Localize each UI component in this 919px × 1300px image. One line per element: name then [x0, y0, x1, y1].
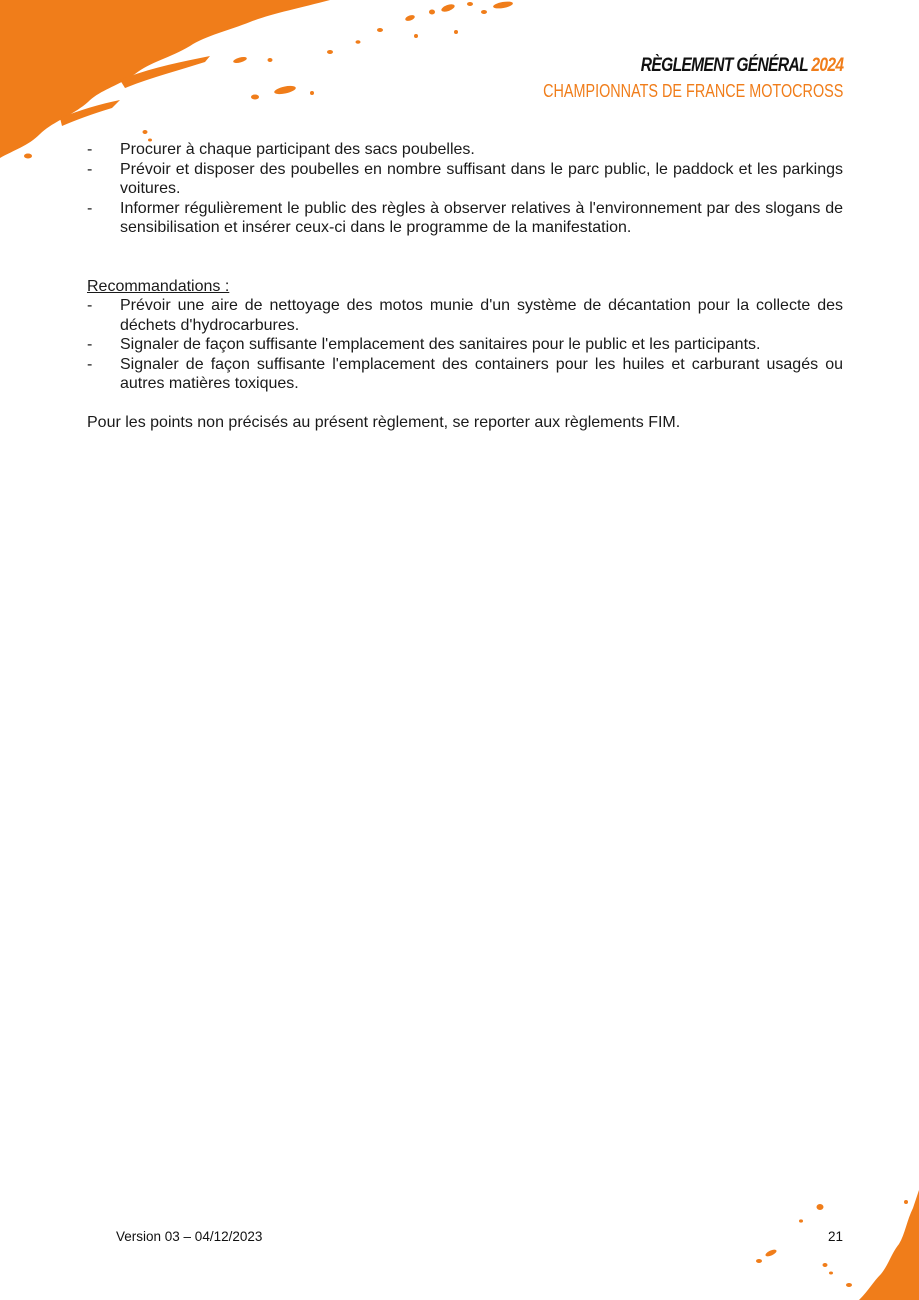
header-title-year: 2024 — [810, 55, 843, 76]
intro-list — [87, 140, 843, 238]
list-item: - Signaler de façon suffisante l'emplacement des sanitaires pour le public et les participants. — [87, 336, 761, 353]
recommendations-heading: Recommandations : — [87, 277, 230, 295]
list-item: - Procurer à chaque participant des sacs poubelles. — [87, 141, 475, 158]
orange-splash-bottom-right — [749, 1190, 919, 1300]
dash-bullet-icon: - — [87, 336, 93, 353]
header-subtitle: CHAMPIONNATS DE FRANCE MOTOCROSS — [542, 81, 843, 101]
list-item: - Signaler de façon suffisante l'emplacement des containers pour les huiles et carburant usagés ou autres matières toxiques. — [87, 355, 843, 392]
document-body — [87, 140, 843, 433]
dash-bullet-icon: - — [87, 199, 93, 217]
dash-bullet-icon: - — [87, 141, 93, 158]
list-item: - Prévoir une aire de nettoyage des motos munie d'un système de décantation pour la collecte des déchets d'hydrocarbures. — [87, 297, 843, 334]
header-title — [535, 55, 843, 77]
closing-paragraph: Pour les points non précisés au présent règlement, se reporter aux règlements FIM. — [87, 414, 681, 431]
header-title-main: RÈGLEMENT GÉNÉRAL — [640, 55, 808, 76]
dash-bullet-icon: - — [87, 355, 93, 373]
list-item: - Informer régulièrement le public des règles à observer relatives à l'environnement par des slogans de sensibilisation et insérer ceux-ci dans le programme de la manifestation. — [87, 199, 843, 236]
page-number: 21 — [828, 1229, 844, 1244]
list-item: - Prévoir et disposer des poubelles en nombre suffisant dans le parc public, le paddock et les parkings voitures. — [87, 160, 843, 197]
recommendations-list — [87, 296, 843, 394]
dash-bullet-icon: - — [87, 160, 93, 178]
document-header — [468, 55, 843, 102]
footer-version: Version 03 – 04/12/2023 — [116, 1229, 263, 1244]
dash-bullet-icon: - — [87, 297, 93, 314]
